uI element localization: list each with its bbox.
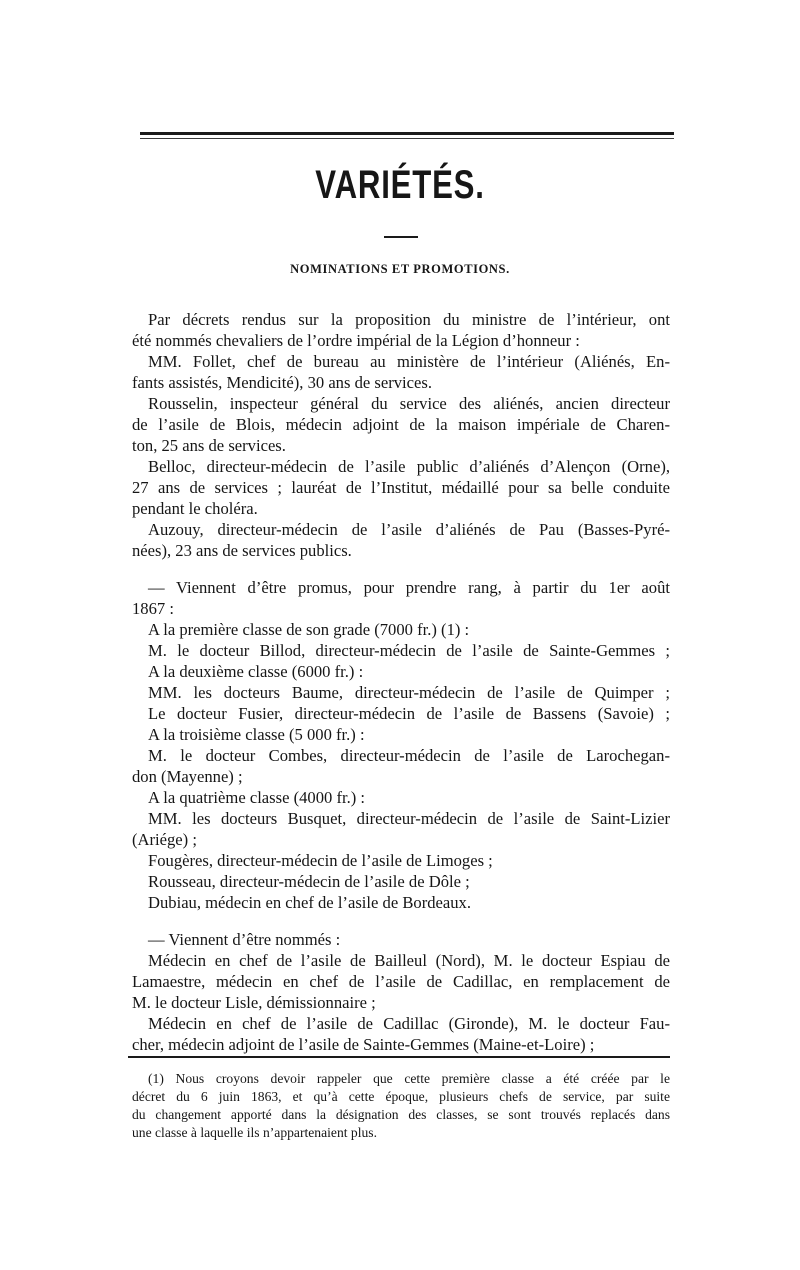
body-line: — Viennent d’être nommés : [148, 930, 341, 949]
body-line: Rousselin, inspecteur général du service des aliénés, ancien directeur [148, 394, 670, 413]
body-line: Dubiau, médecin en chef de l’asile de Bordeaux. [148, 893, 471, 912]
body-line: fants assistés, Mendicité), 30 ans de services. [132, 373, 432, 392]
body-line: A la quatrième classe (4000 fr.) : [148, 788, 366, 807]
body-line: Fougères, directeur-médecin de l’asile de Limoges ; [148, 851, 493, 870]
body-line: M. le docteur Combes, directeur-médecin de l’asile de Larochegan- [148, 746, 670, 765]
body-line: MM. Follet, chef de bureau au ministère de l’intérieur (Aliénés, En- [148, 352, 670, 371]
body-line: de l’asile de Blois, médecin adjoint de la maison impériale de Charen- [132, 415, 670, 434]
body-line: M. le docteur Billod, directeur-médecin de l’asile de Sainte-Gemmes ; [148, 641, 670, 660]
body-line: Lamaestre, médecin en chef de l’asile de Cadillac, en remplacement de [132, 972, 670, 991]
body-line: Auzouy, directeur-médecin de l’asile d’aliénés de Pau (Basses-Pyré- [148, 520, 670, 539]
section-subtitle: NOMINATIONS ET PROMOTIONS. [290, 262, 510, 276]
body-line: MM. les docteurs Baume, directeur-médecin de l’asile de Quimper ; [148, 683, 670, 702]
title-divider [384, 236, 418, 238]
body-line: été nommés chevaliers de l’ordre impérial de la Légion d’honneur : [132, 331, 580, 350]
body-line: ton, 25 ans de services. [132, 436, 286, 455]
body-line: A la deuxième classe (6000 fr.) : [148, 662, 364, 681]
body-line: Belloc, directeur-médecin de l’asile public d’aliénés d’Alençon (Orne), [148, 457, 670, 476]
body-line: A la troisième classe (5 000 fr.) : [148, 725, 365, 744]
body-line: Le docteur Fusier, directeur-médecin de l’asile de Bassens (Savoie) ; [148, 704, 670, 723]
body-line: cher, médecin adjoint de l’asile de Sainte-Gemmes (Maine-et-Loire) ; [132, 1035, 595, 1054]
footnote-rule [128, 1056, 670, 1058]
body-line: (Ariége) ; [132, 830, 197, 849]
footnote-line: une classe à laquelle ils n’appartenaient plus. [132, 1125, 377, 1140]
footnote-line: (1) Nous croyons devoir rappeler que cette première classe a été créée par le [148, 1071, 670, 1086]
body-line: M. le docteur Lisle, démissionnaire ; [132, 993, 376, 1012]
body-line: Médecin en chef de l’asile de Bailleul (Nord), M. le docteur Espiau de [148, 951, 670, 970]
body-line: 27 ans de services ; lauréat de l’Institut, médaillé pour sa belle conduite [132, 478, 670, 497]
top-rule [140, 132, 674, 135]
body-line: A la première classe de son grade (7000 fr.) (1) : [148, 620, 470, 639]
body-line: don (Mayenne) ; [132, 767, 243, 786]
top-rule-thin [140, 138, 674, 139]
body-line: nées), 23 ans de services publics. [132, 541, 352, 560]
body-line: Rousseau, directeur-médecin de l’asile de Dôle ; [148, 872, 470, 891]
footnote-line: décret du 6 juin 1863, et qu’à cette époque, plusieurs chefs de service, par suite [132, 1089, 670, 1104]
body-line: 1867 : [132, 599, 174, 618]
page-title: VARIÉTÉS. [315, 163, 485, 207]
body-line: pendant le choléra. [132, 499, 258, 518]
body-line: MM. les docteurs Busquet, directeur-médecin de l’asile de Saint-Lizier [148, 809, 670, 828]
body-line: Par décrets rendus sur la proposition du ministre de l’intérieur, ont [148, 310, 670, 329]
body-line: Médecin en chef de l’asile de Cadillac (Gironde), M. le docteur Fau- [148, 1014, 670, 1033]
footnote-line: du changement apporté dans la désignation des classes, se sont trouvés replacés dans [132, 1107, 670, 1122]
body-line: — Viennent d’être promus, pour prendre rang, à partir du 1er août [148, 578, 670, 597]
